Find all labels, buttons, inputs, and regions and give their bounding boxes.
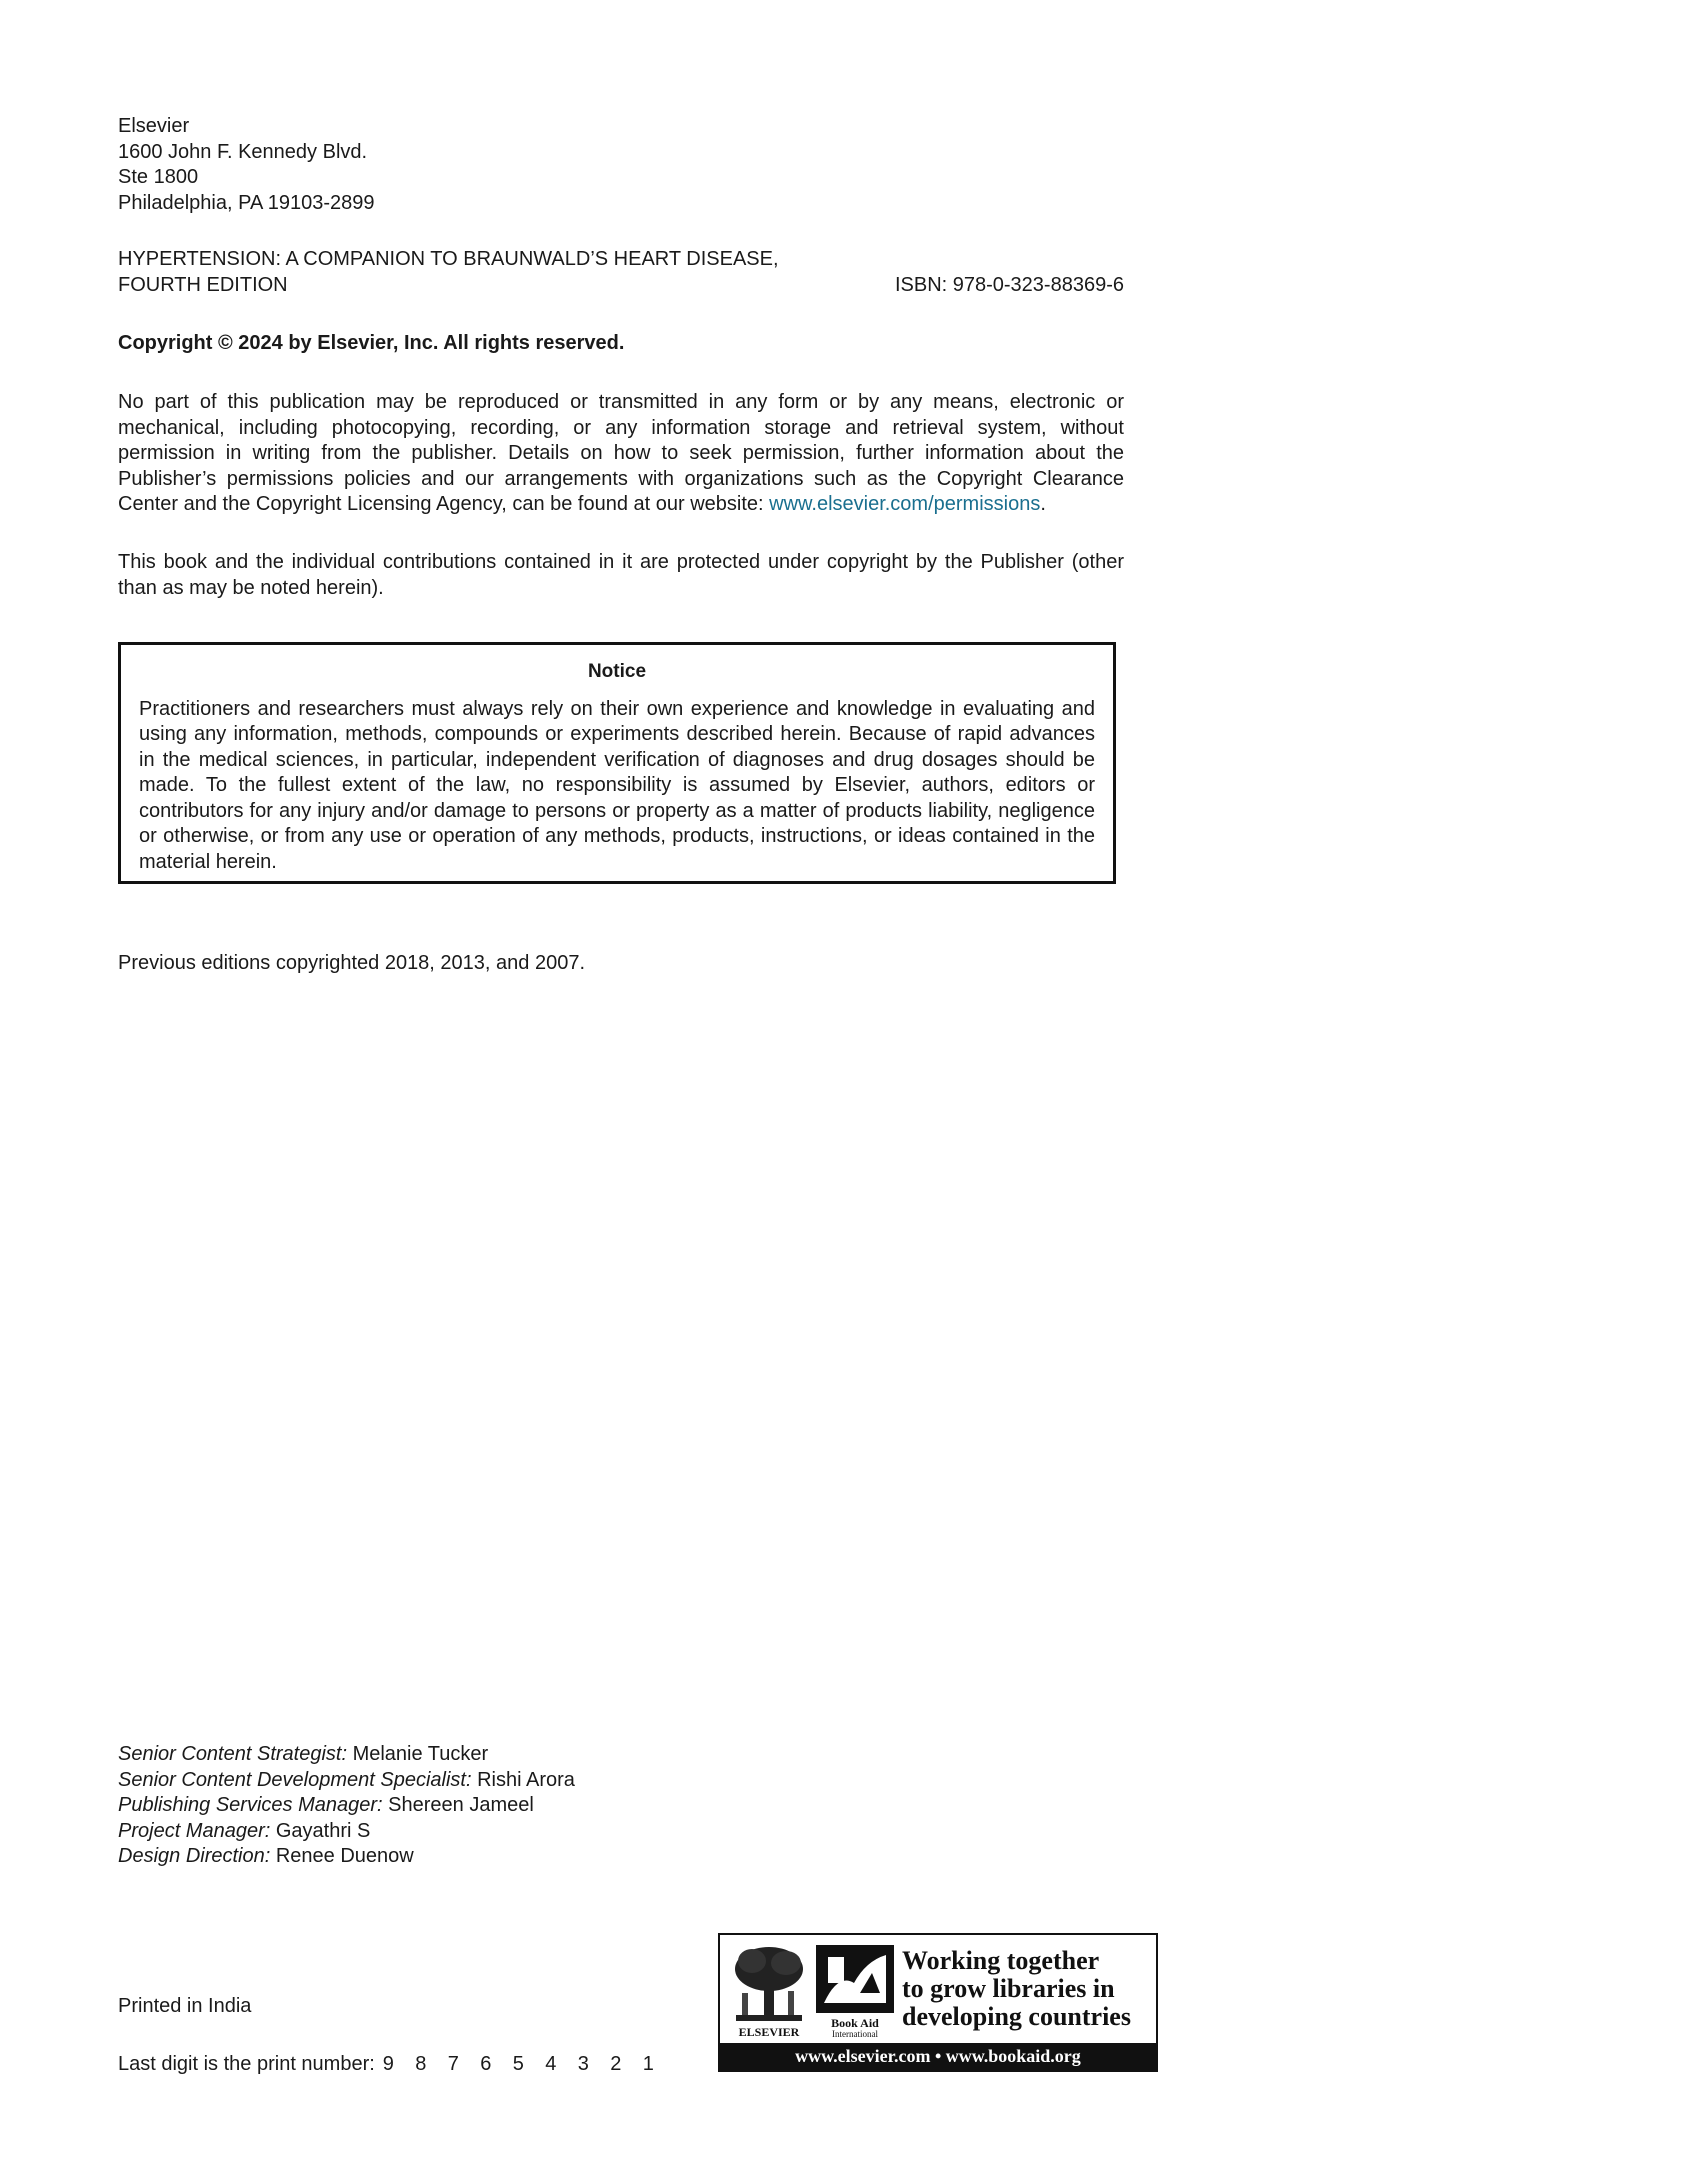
bookaid-sub: International [832,2029,878,2039]
print-digit: 7 [447,2053,459,2075]
credit-name: Melanie Tucker [347,1743,489,1765]
credit-line [118,1768,1124,1794]
notice-body: Practitioners and researchers must always rely on their own experience and knowledge in evaluating and using any information, methods, compounds or experiments described herein. Because of rapid advances in the medical sciences, in particular, independent verification of diagnoses and drug dosages should be made. To the fullest extent of the law, no responsibility is assumed by Elsevier, authors, editors or contributors for any injury and/or damage to persons or property as a matter of products liability, negligence or otherwise, or from any use or operation of any methods, products, instructions, or ideas contained in the material herein. [139,697,1095,873]
print-number-label: Last digit is the print number: [118,2053,375,2075]
bookaid-label [814,2017,896,2039]
address-line: Philadelphia, PA 19103-2899 [118,191,375,214]
address-line: Ste 1800 [118,166,199,188]
elsevier-tree-graphic [730,1943,808,2023]
credit-line [118,1819,1124,1845]
elsevier-tree-icon [730,1943,808,2039]
printed-in: Printed in India [118,1995,252,2017]
credit-line [118,1742,1124,1768]
bookaid-graphic [814,1943,896,2015]
credit-role: Senior Content Development Specialist: [118,1768,472,1791]
tagline-line: developing countries [902,2002,1131,2031]
print-digit: 6 [480,2053,492,2075]
isbn: ISBN: 978-0-323-88369-6 [894,273,1124,296]
copyright-line: Copyright © 2024 by Elsevier, Inc. All rights reserved. [118,332,625,354]
credit-role: Senior Content Strategist: [118,1743,348,1765]
rights-end: . [1040,493,1046,515]
credit-role: Publishing Services Manager: [118,1794,383,1816]
print-digit: 4 [545,2053,557,2075]
print-number-digits [383,2052,676,2078]
book-title-block [118,247,1124,298]
elsevier-label: ELSEVIER [738,2025,800,2039]
logo-top [720,1935,1156,2043]
address-line: Elsevier [118,115,190,137]
credit-name: Renee Duenow [270,1845,414,1867]
address-line: 1600 John F. Kennedy Blvd. [118,140,368,163]
credit-name: Shereen Jameel [382,1794,534,1816]
print-digit: 9 [382,2053,394,2075]
tagline-line: Working together [902,1946,1100,1975]
tagline-line: to grow libraries in [902,1974,1115,2003]
publisher-address [118,114,1124,216]
book-title-line1: HYPERTENSION: A COMPANION TO BRAUNWALD’S HEART DISEASE, [118,248,779,270]
protection-paragraph: This book and the individual contributions contained in it are protected under copyright by the Publisher (other than as may be noted herein). [118,551,1124,599]
rights-text: No part of this publication may be reproduced or transmitted in any form or by any means, electronic or mechanical, including photocopying, recording, or any information storage and retrieval system, without permission in writing from the publisher. Details on how to seek permission, further information about the Publisher’s permissions policies and our arrangements with organizations such as the Copyright Clearance Center and the Copyright Licensing Agency, can be found at our website: [118,391,1124,515]
credits-list [118,1742,1124,1870]
credit-line [118,1793,1124,1819]
book-aid-logo [718,1933,1158,2072]
credit-name: Rishi Arora [471,1768,575,1791]
print-digit: 3 [577,2053,589,2075]
print-digit: 5 [512,2053,524,2075]
notice-box [118,642,1116,884]
previous-editions: Previous editions copyrighted 2018, 2013, and 2007. [118,952,586,974]
credit-line [118,1844,1124,1870]
bookaid-name: Book Aid [831,2016,879,2030]
permissions-link[interactable]: www.elsevier.com/permissions [769,493,1041,515]
book-title-line2: FOURTH EDITION [118,273,288,296]
print-digit: 2 [610,2053,622,2075]
credit-name: Gayathri S [270,1819,371,1842]
rights-paragraph [118,390,1124,518]
notice-title: Notice [587,661,647,682]
credit-role: Design Direction: [118,1845,271,1867]
bookaid-icon [814,1943,896,2039]
credit-role: Project Manager: [118,1819,271,1842]
logo-tagline [902,1947,1152,2031]
print-digit: 8 [415,2053,427,2075]
print-digit: 1 [642,2053,654,2075]
logo-urls: www.elsevier.com • www.bookaid.org [720,2043,1156,2070]
